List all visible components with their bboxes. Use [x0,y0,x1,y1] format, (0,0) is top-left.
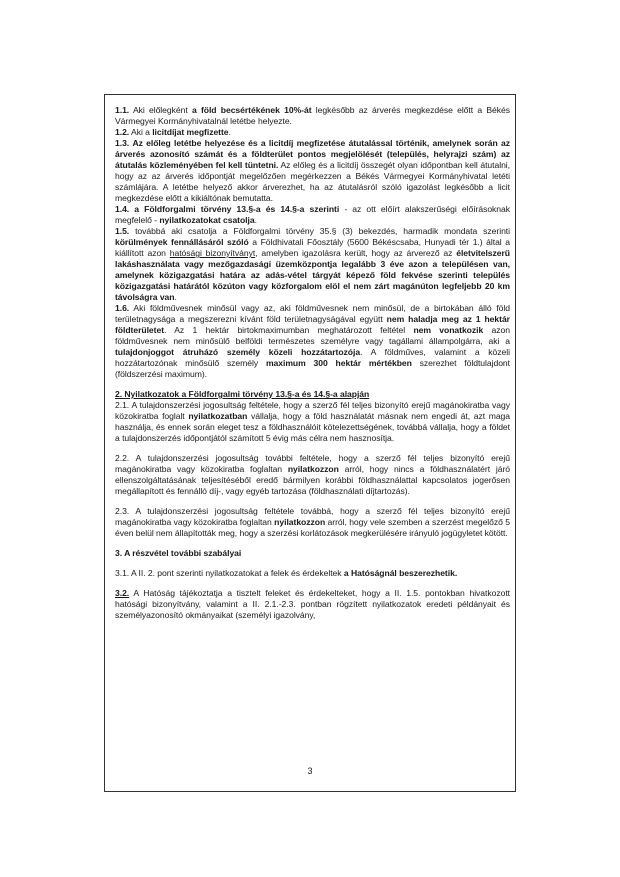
paragraph-1-3: 1.3. Az előleg letétbe helyezése és a licitdíj megfizetése átutalással történik, amelynek során az árverés azonosító számát és a földterület pontos megjelölését (település, helyrajzi szám) az átutalás közleményében fel kell tüntetni. Az előleg és a licitdíj összegét olyan időpontban kell átutalni, hogy az az árverés időpontját megelőzően megérkezzen a Békés Vármegyei Kormányhivatal letéti számlájára. A letétbe helyező akkor árverezhet, ha az átutalásról szóló igazolást legkésőbb a licit megkezdése előtt a kikiáltónak bemutatta. [115,138,510,203]
paragraph-2-3: 2.3. A tulajdonszerzési jogosultság feltétele továbbá, hogy a szerző fél teljes bizonyító erejű magánokiratba vagy közokiratba foglaltan nyilatkozzon arról, hogy vele szemben a szerzést megelőző 5 éven belül nem állapították meg, hogy a szerzési korlátozások megkerülésére irányuló jogügyletet kötött. [115,506,510,538]
paragraph-2-1: 2.1. A tulajdonszerzési jogosultság feltétele, hogy a szerző fél teljes bizonyító erejű magánokiratba vagy közokiratba foglalt nyilatkozatban vállalja, hogy a föld használatát másnak nem engedi át, azt maga használja, és ennek során eleget tesz a földhasználóit kötelezettségének, továbbá vállalja, hogy a földet a tulajdonszerzés időpontjától számított 5 évig más célra nem hasznosítja. [115,400,511,443]
paragraph-1-1: 1.1. Aki előlegként a föld becsértékének 10%-át legkésőbb az árverés megkezdése előtt a Békés Vármegyei Kormányhivatalnál letétbe helyezte. [115,105,510,126]
paragraph-1-2: 1.2. Aki a licitdíjat megfizette. [115,127,231,137]
paragraph-3-2: 3.2. A Hatóság tájékoztatja a tisztelt feleket és érdekelteket, hogy a II. 1.5. pontokban hivatkozott hatósági bizonyítvány, valamint a II. 2.1.-2.3. pontban rögzített nyilatkozatok eredeti példányait és személyazonosító okmányaikat (személyi igazolvány, [115,588,510,620]
paragraph-1-4: 1.4. a Földforgalmi törvény 13.§-a és 14.§-a szerinti - az ott előírt alakszerűségi előírásoknak megfelelő - nyilatkozatokat csatolja. [115,204,511,225]
paragraph-3-1: 3.1. A II. 2. pont szerinti nyilatkozatokat a felek és érdekeltek a Hatóságnál beszerezhetik. [115,568,458,578]
paragraph-1-6: 1.6. Aki földművesnek minősül vagy az, aki földművesnek nem minősül, de a birtokában álló föld területnagysága a megszerezni kívánt föld területnagyságával együtt nem haladja meg az 1 hektár földterületet. Az 1 hektár birtokmaximumban meghatározott feltétel nem vonatkozik azon földművesnek nem minősülő belföldi természetes személyre vagy tagállami állampolgárra, aki a tulajdonjoggot átruházó személy közeli hozzátartozója. A földműves, valamint a közeli hozzátartozónak minősülő személy maximum 300 hektár mértékben szerezhet földtulajdont (földszerzési maximum). [115,303,511,379]
page-number: 3 [307,766,313,776]
document-body [115,105,510,621]
paragraph-1-5: 1.5. továbbá aki csatolja a Földforgalmi törvény 35.§ (3) bekezdés, harmadik mondata szerinti körülmények fennállásáról szóló a Földhivatali Főosztály (5600 Békéscsaba, Hunyadi tér 1.) által a kiállított azon hatósági bizonyítványt, amelyben igazolásra került, hogy az árverező az életvitelszerű lakáshasználata vagy mezőgazdasági üzemközpontja legalább 3 éve azon a településen van, amelynek közigazgatási határa az adás-vétel tárgyát képező föld fekvése szerinti település közigazgatási határától közúton vagy közforgalom elöl el nem zárt magánúton legfeljebb 20 km távolságra van. [115,226,510,302]
section-3-heading: 3. A részvétel további szabályai [115,548,242,558]
section-2-heading: 2. Nyilatkozatok a Földforgalmi törvény 13.§-a és 14.§-a alapján [115,389,370,399]
paragraph-2-2: 2.2. A tulajdonszerzési jogosultság további feltétele, hogy a szerző fél teljes bizonyító erejű magánokiratba vagy közokiratba foglaltan nyilatkozzon arról, hogy nincs a földhasználatért járó ellenszolgáltatásának teljesítéséből eredő bármilyen korábbi földhasználattal kapcsolatos jogerősen megállapított és fennálló díj-, vagy egyéb tartozása (földhasználati díjtartozás). [115,453,510,496]
